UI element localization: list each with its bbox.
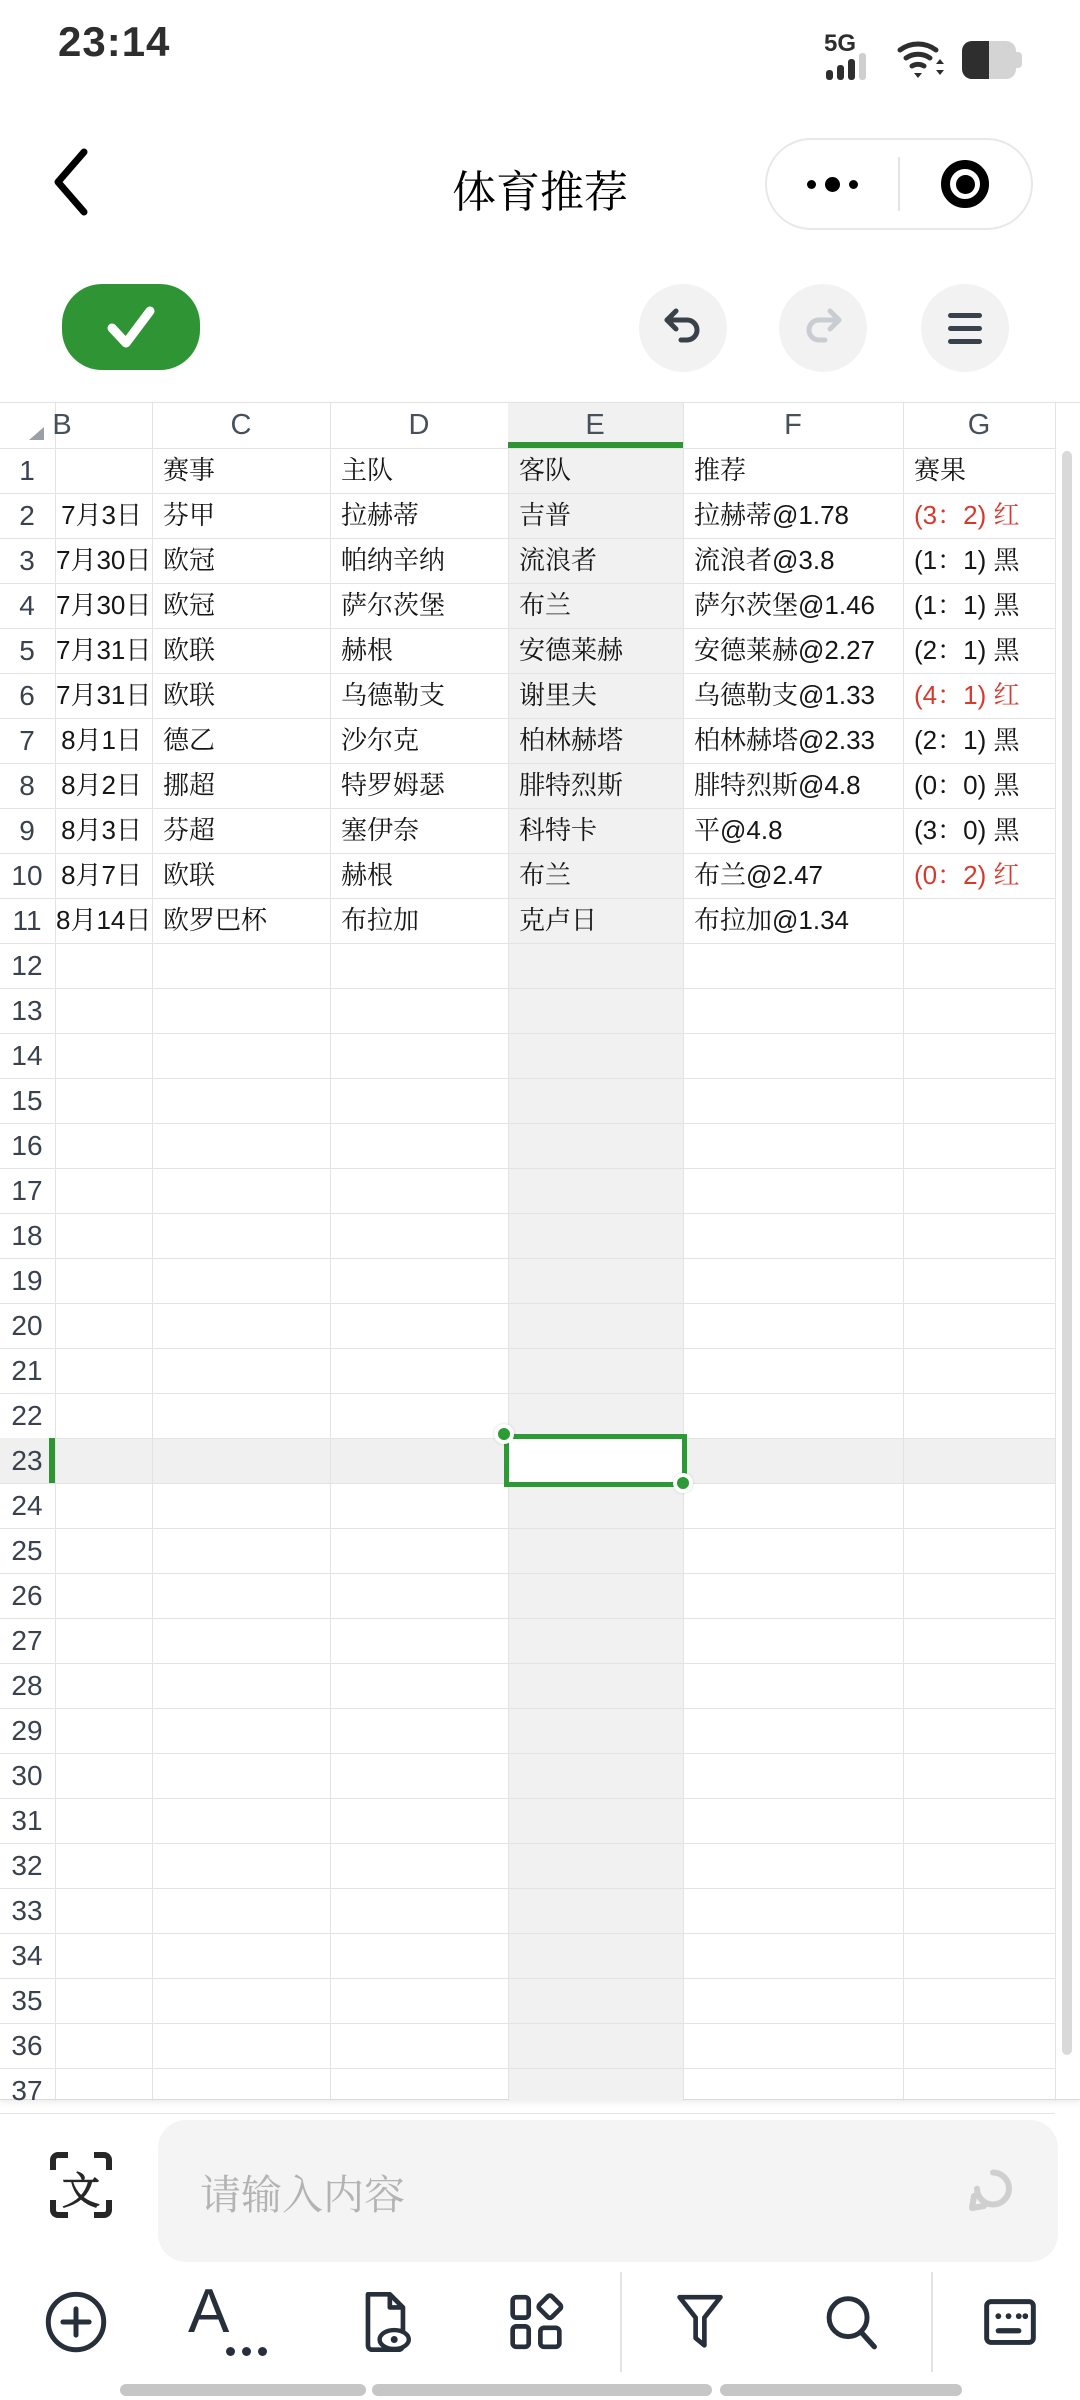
shapes-grid-button[interactable] — [501, 2287, 571, 2357]
redo-icon — [801, 306, 845, 350]
gridline — [0, 1843, 1055, 1844]
cell-C5[interactable]: 欧联 — [163, 635, 216, 665]
row-header-7[interactable]: 7 — [19, 725, 35, 756]
menu-button[interactable] — [921, 284, 1009, 372]
gesture-bar — [720, 2384, 962, 2396]
cell-F11[interactable]: 布拉加@1.34 — [694, 905, 849, 935]
row-header-25[interactable]: 25 — [11, 1535, 43, 1566]
row-header-27[interactable]: 27 — [11, 1625, 43, 1656]
row-header-3[interactable]: 3 — [19, 545, 35, 576]
row-header-15[interactable]: 15 — [11, 1085, 43, 1116]
ocr-scan-text-button[interactable] — [50, 2152, 112, 2218]
ocr-text-glyph: 文 — [61, 2171, 100, 2213]
undo-icon — [661, 306, 705, 350]
gridline — [0, 1798, 1055, 1799]
page-title: 体育推荐 — [452, 168, 628, 217]
row-header-8[interactable]: 8 — [19, 770, 35, 801]
cell-content-input[interactable] — [158, 2120, 1058, 2262]
check-icon — [98, 294, 164, 360]
row-header-20[interactable]: 20 — [11, 1310, 43, 1341]
miniprogram-capsule — [765, 138, 1033, 230]
cell-C7[interactable]: 德乙 — [163, 725, 216, 755]
cell-G1[interactable]: 赛果 — [914, 455, 967, 485]
row-header-9[interactable]: 9 — [19, 815, 35, 846]
gesture-bar — [120, 2384, 366, 2396]
cell-C6[interactable]: 欧联 — [163, 680, 216, 710]
gridline — [0, 1258, 1055, 1259]
search-button[interactable] — [816, 2287, 886, 2357]
cell-F5[interactable]: 安德莱赫@2.27 — [694, 635, 875, 665]
gridline — [0, 1573, 1055, 1574]
gridline — [0, 1123, 1055, 1124]
cell-E9[interactable]: 科特卡 — [519, 815, 598, 845]
toolbar-divider — [620, 2272, 622, 2372]
row-header-19[interactable]: 19 — [11, 1265, 43, 1296]
input-placeholder: 请输入内容 — [200, 2171, 405, 2218]
gesture-bar — [372, 2384, 712, 2396]
row-header-37[interactable]: 37 — [11, 2075, 43, 2106]
row-header-17[interactable]: 17 — [11, 1175, 43, 1206]
cell-E8[interactable]: 腓特烈斯 — [519, 770, 624, 800]
font-format-icon: A — [182, 2284, 274, 2360]
cell-B10[interactable]: 8月7日 — [61, 860, 142, 890]
cell-G8[interactable]: (0：0) 黑 — [914, 770, 1020, 800]
cell-C3[interactable]: 欧冠 — [163, 545, 216, 575]
row-header-32[interactable]: 32 — [11, 1850, 43, 1881]
row-header-6[interactable]: 6 — [19, 680, 35, 711]
cell-G9[interactable]: (3：0) 黑 — [914, 815, 1020, 845]
cell-D6[interactable]: 乌德勒支 — [341, 680, 446, 710]
cell-C9[interactable]: 芬超 — [163, 815, 216, 845]
cell-D9[interactable]: 塞伊奈 — [341, 815, 420, 845]
filter-funnel-icon — [665, 2287, 735, 2357]
gridline — [0, 2113, 1055, 2114]
cell-B2[interactable]: 7月3日 — [61, 500, 142, 530]
gridline — [1055, 403, 1056, 2101]
cell-F8[interactable]: 腓特烈斯@4.8 — [694, 770, 861, 800]
cell-C11[interactable]: 欧罗巴杯 — [163, 905, 268, 935]
cell-C2[interactable]: 芬甲 — [163, 500, 216, 530]
keyboard-icon — [975, 2287, 1045, 2357]
row-header-14[interactable]: 14 — [11, 1040, 43, 1071]
cell-G5[interactable]: (2：1) 黑 — [914, 635, 1020, 665]
row-header-5[interactable]: 5 — [19, 635, 35, 666]
cell-B8[interactable]: 8月2日 — [61, 770, 142, 800]
cell-G6[interactable]: (4：1) 红 — [914, 680, 1020, 710]
signal-strength-icon — [824, 30, 882, 80]
return-arrow-icon[interactable] — [962, 2162, 1020, 2220]
cell-B6[interactable]: 7月31日 — [56, 680, 152, 710]
shapes-grid-icon — [501, 2287, 571, 2357]
gridline — [0, 1528, 1055, 1529]
wifi-icon — [896, 34, 948, 80]
cell-F10[interactable]: 布兰@2.47 — [694, 860, 823, 890]
cell-G4[interactable]: (1：1) 黑 — [914, 590, 1020, 620]
cell-C4[interactable]: 欧冠 — [163, 590, 216, 620]
row-header-35[interactable]: 35 — [11, 1985, 43, 2016]
toolbar-divider — [931, 2272, 933, 2372]
cell-B7[interactable]: 8月1日 — [61, 725, 142, 755]
filter-button[interactable] — [665, 2287, 735, 2357]
spreadsheet[interactable] — [0, 402, 1080, 2106]
row-header-31[interactable]: 31 — [11, 1805, 43, 1836]
cell-B5[interactable]: 7月31日 — [56, 635, 152, 665]
gridline — [0, 1348, 1055, 1349]
gridline — [0, 1888, 1055, 1889]
row-header-22[interactable]: 22 — [11, 1400, 43, 1431]
gridline — [0, 1663, 1055, 1664]
battery-icon — [962, 41, 1022, 79]
cell-B4[interactable]: 7月30日 — [56, 590, 152, 620]
cell-C8[interactable]: 挪超 — [163, 770, 216, 800]
column-header-C[interactable]: C — [230, 409, 252, 441]
cell-B9[interactable]: 8月3日 — [61, 815, 142, 845]
vertical-scrollbar[interactable] — [1062, 451, 1072, 2055]
row-header-18[interactable]: 18 — [11, 1220, 43, 1251]
column-header-E[interactable]: E — [585, 409, 605, 441]
gridline — [0, 943, 1055, 944]
row-header-29[interactable]: 29 — [11, 1715, 43, 1746]
document-preview-icon — [349, 2287, 419, 2357]
gridline — [0, 1753, 1055, 1754]
row-header-13[interactable]: 13 — [11, 995, 43, 1026]
column-header-F[interactable]: F — [784, 409, 802, 441]
gridline — [0, 1393, 1055, 1394]
column-header-G[interactable]: G — [967, 409, 991, 441]
cell-D11[interactable]: 布拉加 — [341, 905, 420, 935]
keyboard-button[interactable] — [975, 2287, 1045, 2357]
gridline — [0, 2068, 1055, 2069]
network-type-label: 5G — [824, 30, 857, 57]
gridline — [0, 1618, 1055, 1619]
hamburger-icon — [948, 313, 982, 344]
row-header-10[interactable]: 10 — [11, 860, 43, 891]
close-minimize-button[interactable] — [900, 140, 1031, 228]
cell-G3[interactable]: (1：1) 黑 — [914, 545, 1020, 575]
row-header-26[interactable]: 26 — [11, 1580, 43, 1611]
cell-E5[interactable]: 安德莱赫 — [519, 635, 624, 665]
gridline — [0, 1708, 1055, 1709]
gridline — [0, 1978, 1055, 1979]
cell-B3[interactable]: 7月30日 — [56, 545, 152, 575]
record-circle-icon — [941, 160, 989, 208]
status-icons — [824, 30, 1022, 80]
row-header-1[interactable]: 1 — [19, 455, 35, 486]
cell-F9[interactable]: 平@4.8 — [694, 815, 783, 845]
row-header-11[interactable]: 11 — [12, 905, 42, 936]
row-header-2[interactable]: 2 — [19, 500, 35, 531]
status-time: 23:14 — [58, 18, 171, 65]
gridline — [0, 1033, 1055, 1034]
cell-F1[interactable]: 推荐 — [694, 455, 747, 485]
add-circle-button[interactable] — [41, 2287, 111, 2357]
row-header-34[interactable]: 34 — [11, 1940, 43, 1971]
cell-D3[interactable]: 帕纳辛纳 — [341, 545, 446, 575]
gridline — [0, 1168, 1055, 1169]
redo-button[interactable] — [779, 284, 867, 372]
cell-D1[interactable]: 主队 — [341, 455, 394, 485]
cell-G7[interactable]: (2：1) 黑 — [914, 725, 1020, 755]
cell-D5[interactable]: 赫根 — [341, 635, 394, 665]
search-magnifier-icon — [816, 2287, 886, 2357]
row-header-4[interactable]: 4 — [19, 590, 35, 621]
row-header-21[interactable]: 21 — [11, 1355, 43, 1386]
row-header-23[interactable]: 23 — [11, 1445, 43, 1476]
cell-E7[interactable]: 柏林赫塔 — [519, 725, 624, 755]
gridline — [0, 1213, 1055, 1214]
cell-D4[interactable]: 萨尔茨堡 — [341, 590, 446, 620]
row-header-24[interactable]: 24 — [11, 1490, 43, 1521]
cell-G2[interactable]: (3：2) 红 — [914, 500, 1020, 530]
gridline — [0, 1933, 1055, 1934]
cell-E2[interactable]: 吉普 — [519, 500, 572, 530]
row-header-30[interactable]: 30 — [11, 1760, 43, 1791]
gridline — [0, 1303, 1055, 1304]
cell-E3[interactable]: 流浪者 — [519, 545, 598, 575]
cell-B11[interactable]: 8月14日 — [56, 905, 152, 935]
cell-E11[interactable]: 克卢日 — [519, 905, 598, 935]
cell-E6[interactable]: 谢里夫 — [519, 680, 598, 710]
cell-D10[interactable]: 赫根 — [341, 860, 394, 890]
more-options-button[interactable] — [767, 140, 898, 228]
document-preview-button[interactable] — [349, 2287, 419, 2357]
column-header-D[interactable]: D — [408, 409, 430, 441]
cell-G10[interactable]: (0：2) 红 — [914, 860, 1020, 890]
add-circle-icon — [41, 2287, 111, 2357]
cell-D8[interactable]: 特罗姆瑟 — [341, 770, 446, 800]
selection-handle-top-left[interactable] — [494, 1424, 514, 1444]
cell-F4[interactable]: 萨尔茨堡@1.46 — [694, 590, 875, 620]
gridline — [0, 2023, 1055, 2024]
row-header-16[interactable]: 16 — [11, 1130, 43, 1161]
gridline — [0, 1078, 1055, 1079]
row-header-33[interactable]: 33 — [11, 1895, 43, 1926]
cell-selection-box[interactable] — [504, 1434, 687, 1487]
cell-E1[interactable]: 客队 — [519, 455, 572, 485]
confirm-button[interactable] — [62, 284, 200, 370]
cell-F2[interactable]: 拉赫蒂@1.78 — [694, 500, 849, 530]
cell-F3[interactable]: 流浪者@3.8 — [694, 545, 835, 575]
cell-E4[interactable]: 布兰 — [519, 590, 572, 620]
selection-handle-bottom-right[interactable] — [673, 1473, 693, 1493]
cell-E10[interactable]: 布兰 — [519, 860, 572, 890]
gridline — [0, 988, 1055, 989]
cell-F6[interactable]: 乌德勒支@1.33 — [694, 680, 875, 710]
row-header-36[interactable]: 36 — [11, 2030, 43, 2061]
cell-C1[interactable]: 赛事 — [163, 455, 216, 485]
undo-button[interactable] — [639, 284, 727, 372]
row-header-12[interactable]: 12 — [11, 950, 43, 981]
select-all-corner[interactable] — [29, 427, 44, 440]
column-header-B[interactable]: B — [52, 409, 72, 441]
cell-F7[interactable]: 柏林赫塔@2.33 — [694, 725, 875, 755]
cell-C10[interactable]: 欧联 — [163, 860, 216, 890]
row-header-28[interactable]: 28 — [11, 1670, 43, 1701]
cell-D7[interactable]: 沙尔克 — [341, 725, 420, 755]
cell-D2[interactable]: 拉赫蒂 — [341, 500, 420, 530]
